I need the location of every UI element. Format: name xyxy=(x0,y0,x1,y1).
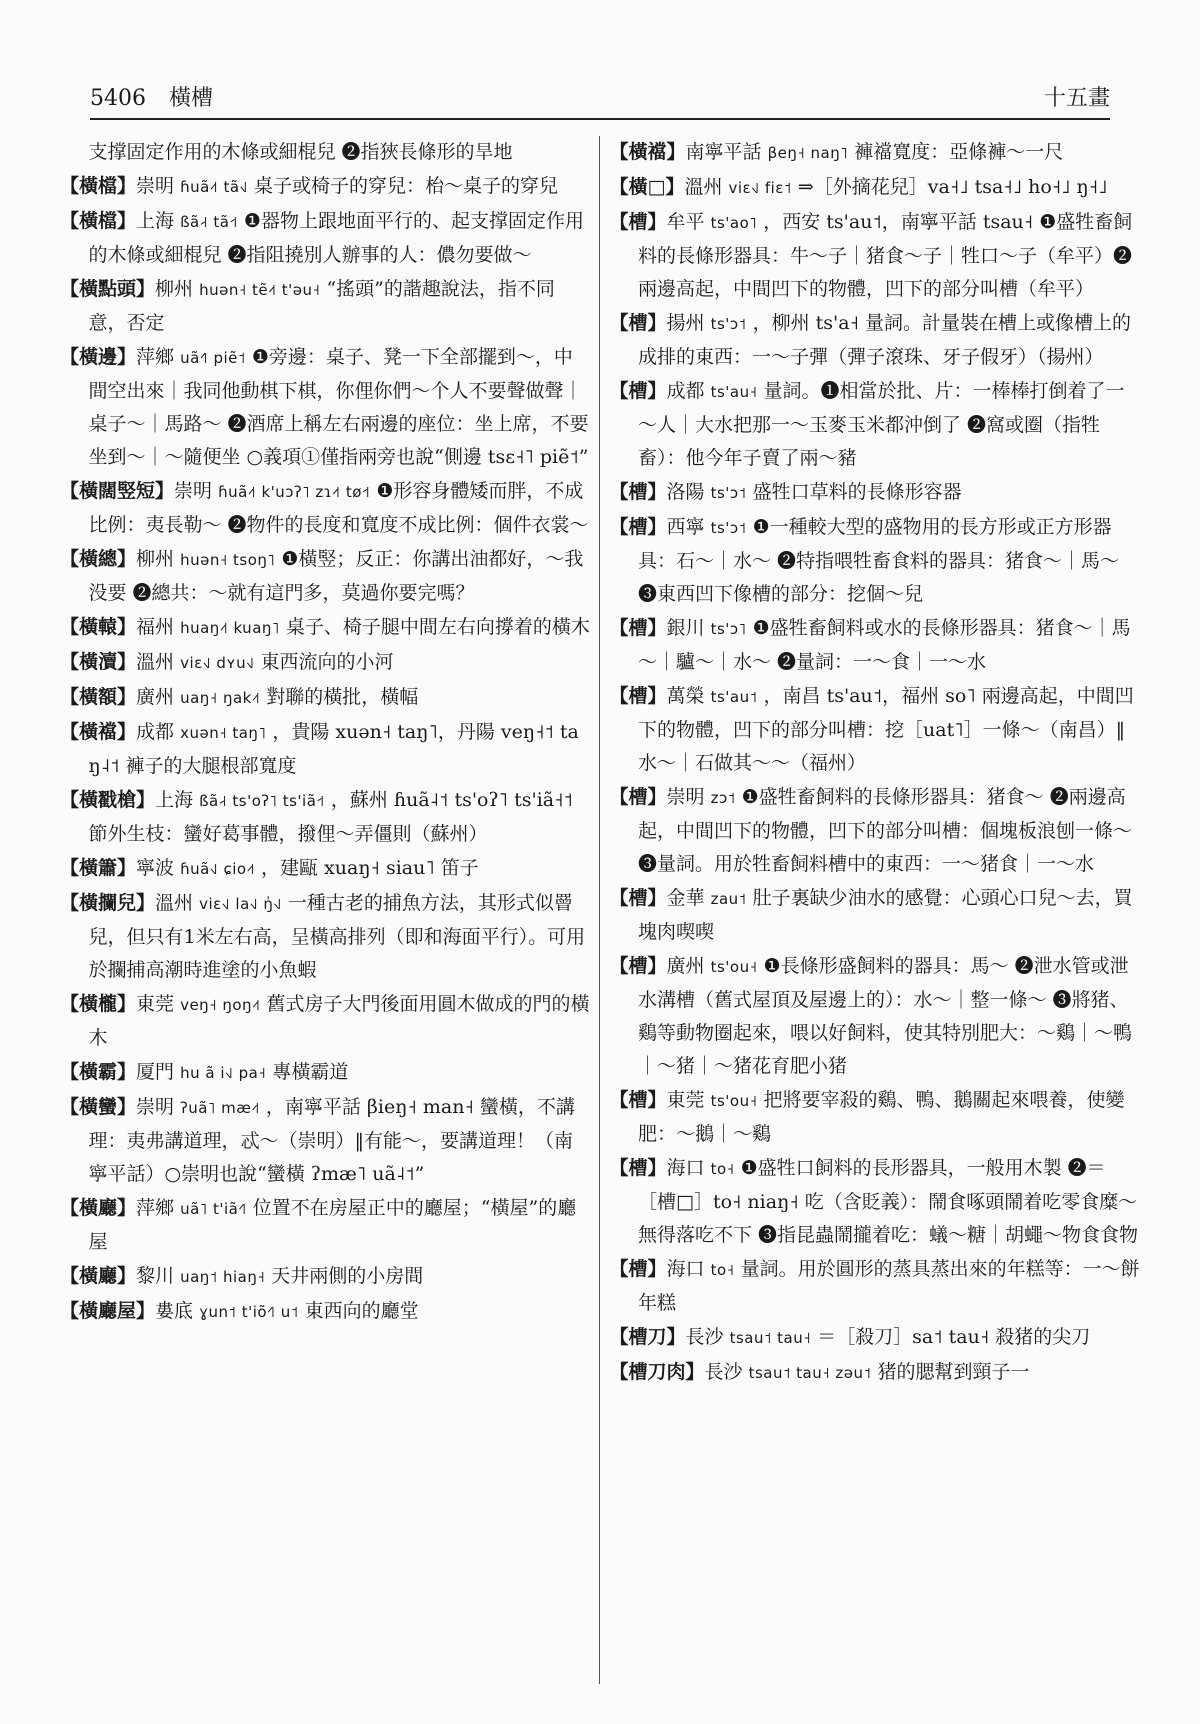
entry-headword: 【橫襠】 xyxy=(60,721,137,743)
dictionary-entry xyxy=(610,171,1141,205)
entry-definition: ❶旁邊：桌子、凳一下全部擺到～，中間空出來｜我同他動棋下棋，你俚你們～个人不要聲做聲｜桌子～｜馬路～ ❷酒席上稱左右兩邊的座位：坐上席，不要坐到～｜～隨便坐 ○義項①僅指兩旁也說“側邊 tsɛ˧˥ piẽ˦” xyxy=(88,346,589,468)
entry-dialect-place: 崇明 xyxy=(174,480,213,502)
entry-definition: 專橫霸道 xyxy=(272,1061,349,1083)
entry-phonetic: ßã˨˧ ts'oʔ˥ ts'iã˧˦ xyxy=(199,792,325,810)
entry-phonetic: zɔ˦ xyxy=(710,789,736,807)
entry-phonetic: viɛ˧˩ fiɛ˦ xyxy=(728,179,792,197)
dictionary-entry xyxy=(610,1321,1141,1355)
entry-phonetic: huən˧ tẽ˨˦ t'əu˧ xyxy=(199,281,321,299)
dictionary-entry xyxy=(60,475,591,542)
entry-headword: 【槽】 xyxy=(609,887,667,909)
entry-headword: 【槽】 xyxy=(609,1258,667,1280)
entry-dialect-place: 成都 xyxy=(666,380,705,402)
entry-definition: ⇒［外摘花兒］va˧˩ tsa˧˩ ho˧˩ ŋ˧˩ xyxy=(797,176,1108,198)
entry-dialect-place: 廣州 xyxy=(136,686,175,708)
entry-dialect-place: 南寧平話 xyxy=(685,141,762,163)
entry-headword: 【槽刀肉】 xyxy=(609,1361,705,1383)
entry-phonetic: ts'au˧ xyxy=(710,383,758,401)
dictionary-entry xyxy=(60,681,591,715)
dictionary-entry xyxy=(610,307,1141,374)
entry-phonetic: to˧ xyxy=(710,1160,735,1178)
entry-dialect-place: 柳州 xyxy=(136,548,175,570)
headword-range: 橫槽 xyxy=(169,86,214,111)
entry-headword: 【橫□】 xyxy=(609,176,685,198)
entry-dialect-place: 揚州 xyxy=(666,312,705,334)
entry-phonetic: ɦuã˨˦ tã˧˩ xyxy=(180,178,248,196)
right-column xyxy=(599,136,1141,1684)
entry-headword: 【橫廳】 xyxy=(60,1197,137,1219)
entry-headword: 【橫蠻】 xyxy=(60,1096,137,1118)
entry-definition: 對聯的橫批，橫幅 xyxy=(266,686,419,708)
entry-definition: 盛牲口草料的長條形容器 xyxy=(752,481,962,503)
entry-dialect-place: 上海 xyxy=(155,789,194,811)
dictionary-entry xyxy=(610,950,1141,1083)
entry-headword: 【橫瀆】 xyxy=(60,651,137,673)
entry-phonetic: hu ã i˧˩ pa˧ xyxy=(180,1064,267,1082)
entry-dialect-place: 牟平 xyxy=(666,211,705,233)
dictionary-entry xyxy=(60,611,591,645)
dictionary-entry xyxy=(60,646,591,680)
entry-headword: 【槽】 xyxy=(609,1089,667,1111)
entry-dialect-place: 長沙 xyxy=(704,1361,743,1383)
dictionary-entry xyxy=(60,1091,591,1191)
entry-dialect-place: 長沙 xyxy=(685,1326,724,1348)
entry-phonetic: ts'ɔ˦ xyxy=(710,519,747,537)
dictionary-entry xyxy=(610,375,1141,475)
entry-headword: 【槽】 xyxy=(609,1157,667,1179)
entry-phonetic: ɦuã˨˦ k'uɔʔ˥ zɿ˨˦ tø˧˦ xyxy=(218,483,371,501)
entry-phonetic: ts'ɔ˦ xyxy=(710,484,747,502)
dictionary-entry xyxy=(610,680,1141,780)
entry-definition: 東西流向的小河 xyxy=(260,651,394,673)
entry-definition: “搖頭”的諧趣說法，指不同意，否定 xyxy=(88,278,555,334)
entry-definition: 肚子裏缺少油水的感覺：心頭心口兒～去，買塊肉喫喫 xyxy=(638,887,1133,943)
entry-definition: 桌子或椅子的穿兒：枱～桌子的穿兒 xyxy=(253,175,558,197)
entry-definition: ，南寧平話 βieŋ˧ man˧ 蠻橫，不講理：夷弗講道理，忒～（崇明）‖有能～，要講道理！（南寧平話）○崇明也說“蠻橫 ʔmæ˥ uã˨˦” xyxy=(88,1096,575,1185)
stroke-section: 十五畫 xyxy=(1043,86,1110,111)
entry-headword: 【橫櫳】 xyxy=(60,993,137,1015)
entry-dialect-place: 婁底 xyxy=(155,1300,194,1322)
entry-phonetic: βeŋ˧ naŋ˥ xyxy=(767,144,849,162)
entry-definition: ❶長條形盛飼料的器具：馬～ ❷泄水管或泄水溝槽（舊式屋頂及屋邊上的）：水～｜整一條～ ❸將猪、鷄等動物圈起來，喂以好飼料，使其特別肥大：～鷄｜～鴨｜～猪｜～猪花育肥小猪 xyxy=(638,955,1133,1077)
entry-headword: 【橫廳屋】 xyxy=(60,1300,156,1322)
entry-phonetic: xuən˧ taŋ˥ xyxy=(180,724,267,742)
dictionary-entry xyxy=(60,784,591,851)
entry-phonetic: uaŋ˦ hiaŋ˧ xyxy=(180,1268,266,1286)
entry-definition: 一種古老的捕魚方法，其形式似罾兒，但只有1米左右高，呈橫高排列（即和海面平行）。可用於攔捕高潮時進塗的小魚蝦 xyxy=(88,892,586,981)
entry-headword: 【橫闊竪短】 xyxy=(60,480,175,502)
entry-headword: 【橫霸】 xyxy=(60,1061,137,1083)
entry-headword: 【槽刀】 xyxy=(609,1326,686,1348)
entry-phonetic: ts'ɔ˥ xyxy=(710,620,747,638)
entry-definition: 量詞。用於圓形的蒸具蒸出來的年糕等：一～餅年糕 xyxy=(638,1258,1140,1314)
entry-phonetic: ts'ɔ˦ xyxy=(710,315,747,333)
entry-phonetic: veŋ˧ ŋoŋ˨˦ xyxy=(180,996,261,1014)
header-left xyxy=(90,81,229,112)
entry-phonetic: ɦuã˧˩ ɕio˨˦ xyxy=(180,860,255,878)
entry-dialect-place: 崇明 xyxy=(666,786,705,808)
entry-definition: ，貴陽 xuən˧ taŋ˥，丹陽 veŋ˧˦ taŋ˨˦ 褲子的大腿根部寬度 xyxy=(88,721,579,777)
entry-continuation: 支撑固定作用的木條或細棍兒 ❷指狹長條形的旱地 xyxy=(88,141,513,163)
dictionary-entry xyxy=(610,781,1141,881)
entry-headword: 【橫廳】 xyxy=(60,1265,137,1287)
entry-dialect-place: 萬榮 xyxy=(666,685,705,707)
entry-definition: 褲襠寬度：亞條褲～一尺 xyxy=(854,141,1064,163)
entry-dialect-place: 厦門 xyxy=(136,1061,175,1083)
entry-dialect-place: 崇明 xyxy=(136,1096,175,1118)
entry-phonetic: viɛ˧˩ dʏu˧˩ xyxy=(180,654,255,672)
dictionary-entry xyxy=(60,887,591,987)
entry-phonetic: ts'ou˧ xyxy=(710,1092,758,1110)
dictionary-entry xyxy=(610,1356,1141,1390)
entry-headword: 【槽】 xyxy=(609,312,667,334)
entry-headword: 【橫點頭】 xyxy=(60,278,156,300)
entry-headword: 【槽】 xyxy=(609,955,667,977)
entry-dialect-place: 萍鄉 xyxy=(136,346,175,368)
entry-phonetic: uaŋ˧ ŋak˨˦ xyxy=(180,689,261,707)
entry-headword: 【槽】 xyxy=(609,786,667,808)
dictionary-entry xyxy=(610,612,1141,679)
entry-definition: ❶一種較大型的盛物用的長方形或正方形器具：石～｜水～ ❷特指喂牲畜食料的器具：猪食～｜馬～ ❸東西凹下像槽的部分：挖個～兒 xyxy=(638,516,1120,605)
entry-headword: 【橫襠】 xyxy=(609,141,686,163)
entry-headword: 【橫轅】 xyxy=(60,616,137,638)
entry-phonetic: uã˧˥ piẽ˦ xyxy=(180,349,246,367)
entry-headword: 【槽】 xyxy=(609,516,667,538)
dictionary-entry xyxy=(60,341,591,474)
entry-dialect-place: 海口 xyxy=(666,1258,705,1280)
dictionary-entry xyxy=(610,882,1141,949)
entry-headword: 【槽】 xyxy=(609,685,667,707)
entry-definition: ，南昌 ts'au˦，福州 so˥ 兩邊高起，中間凹下的物體，凹下的部分叫槽：挖［uat˥］一條～（南昌）‖水～｜石做其～～（福州） xyxy=(638,685,1134,774)
entry-phonetic: to˧ xyxy=(710,1261,735,1279)
entry-phonetic: ts'au˦ xyxy=(710,688,758,706)
entry-dialect-place: 洛陽 xyxy=(666,481,705,503)
page-number: 5406 xyxy=(90,86,146,111)
dictionary-entry xyxy=(60,1192,591,1259)
entry-phonetic: viɛ˧˩ la˧˩ ŋ̍˧˩ xyxy=(199,895,282,913)
entry-phonetic: ʔuã˥ mæ˨˦ xyxy=(180,1099,260,1117)
dictionary-entry xyxy=(60,273,591,340)
entry-definition: 把將要宰殺的鷄、鴨、鵝關起來喂養，使變肥：～鵝｜～鷄 xyxy=(638,1089,1125,1145)
dictionary-entry xyxy=(60,988,591,1055)
entry-headword: 【橫檔】 xyxy=(60,175,137,197)
entry-dialect-place: 上海 xyxy=(136,210,175,232)
entry-definition: ❶盛牲口飼料的長形器具，一般用木製 ❷＝［槽□］to˧ niaŋ˧ 吃（含貶義）：鬧食啄頭鬧着吃零食糜～無得落吃不下 ❸指昆蟲鬧攏着吃：蟻～糖｜胡蠅～物食食物 xyxy=(638,1157,1139,1246)
dictionary-entry xyxy=(60,1260,591,1294)
entry-dialect-place: 廣州 xyxy=(666,955,705,977)
entry-definition: 舊式房子大門後面用圓木做成的門的橫木 xyxy=(88,993,590,1049)
entry-columns xyxy=(60,136,1140,1684)
entry-phonetic: ts'ou˧ xyxy=(710,958,758,976)
entry-definition: 桌子、椅子腿中間左右向撐着的橫木 xyxy=(285,616,590,638)
entry-dialect-place: 溫州 xyxy=(155,892,194,914)
entry-dialect-place: 福州 xyxy=(136,616,175,638)
entry-headword: 【槽】 xyxy=(609,211,667,233)
entry-headword: 【橫總】 xyxy=(60,548,137,570)
entry-definition: 位置不在房屋正中的廳屋；“橫屋”的廳屋 xyxy=(88,1197,577,1253)
entry-dialect-place: 溫州 xyxy=(136,651,175,673)
entry-definition: 量詞。❶相當於批、片：一棒棒打倒着了一～人｜大水把那一～玉麥玉米都沖倒了 ❷窩或圈（指牲畜）：他今年子賣了兩～豬 xyxy=(638,380,1125,469)
dictionary-entry xyxy=(610,1253,1141,1320)
dictionary-entry xyxy=(60,170,591,204)
dictionary-entry xyxy=(60,205,591,272)
entry-phonetic: uã˥ t'iã˧˥ xyxy=(180,1200,247,1218)
entry-dialect-place: 西寧 xyxy=(666,516,705,538)
entry-dialect-place: 黎川 xyxy=(136,1265,175,1287)
entry-headword: 【橫檔】 xyxy=(60,210,137,232)
dictionary-entry xyxy=(60,1295,591,1329)
entry-phonetic: ßã˨˧ tã˧˦ xyxy=(180,213,238,231)
entry-headword: 【橫簫】 xyxy=(60,857,137,879)
entry-definition: 天井兩側的小房間 xyxy=(271,1265,424,1287)
dictionary-entry xyxy=(610,136,1141,170)
entry-headword: 【槽】 xyxy=(609,481,667,503)
entry-phonetic: ts'ao˥ xyxy=(710,214,758,232)
dictionary-entry xyxy=(610,476,1141,510)
entry-headword: 【槽】 xyxy=(609,380,667,402)
entry-dialect-place: 海口 xyxy=(666,1157,705,1179)
entry-definition: ❶器物上跟地面平行的、起支撑固定作用的木條或細棍兒 ❷指阻撓別人辦事的人：儂勿要做～ xyxy=(88,210,584,266)
entry-phonetic: tsau˦ tau˧ zəu˦ xyxy=(748,1364,872,1382)
entry-dialect-place: 東莞 xyxy=(136,993,175,1015)
dictionary-entry xyxy=(610,511,1141,611)
entry-phonetic: huən˧ tsoŋ˥ xyxy=(180,551,276,569)
entry-phonetic: zau˦ xyxy=(710,890,747,908)
entry-dialect-place: 成都 xyxy=(136,721,175,743)
entry-phonetic: ɣun˦ t'iõ˧˥ u˦ xyxy=(199,1303,299,1321)
entry-definition: ，蘇州 ɦuã˨˦ ts'oʔ˥ ts'iã˧˦ 節外生枝：蠻好葛事體，撥俚～弄僵則（蘇州） xyxy=(88,789,573,845)
page-header xyxy=(90,78,1110,120)
entry-definition: ❶橫竪；反正：你講出油都好，～我没要 ❷總共：～就有這門多，莫過你要完嗎？ xyxy=(88,548,584,604)
entry-definition: 猪的腮幫到頸子一 xyxy=(877,1361,1030,1383)
entry-headword: 【橫邊】 xyxy=(60,346,137,368)
entry-dialect-place: 東莞 xyxy=(666,1089,705,1111)
dictionary-entry xyxy=(610,1084,1141,1151)
entry-dialect-place: 崇明 xyxy=(136,175,175,197)
entry-dialect-place: 溫州 xyxy=(684,176,723,198)
entry-definition: ❶盛牲畜飼料或水的長條形器具：猪食～｜馬～｜驢～｜水～ ❷量詞：一～食｜一～水 xyxy=(638,617,1131,673)
entry-definition: ，建甌 xuaŋ˧ siau˥ 笛子 xyxy=(261,857,479,879)
entry-dialect-place: 萍鄉 xyxy=(136,1197,175,1219)
entry-dialect-place: 金華 xyxy=(666,887,705,909)
entry-definition: 東西向的廳堂 xyxy=(304,1300,419,1322)
left-column xyxy=(60,136,599,1684)
entry-definition: ＝［殺刀］sa˦ tau˧ 殺猪的尖刀 xyxy=(817,1326,1091,1348)
dictionary-entry xyxy=(60,543,591,610)
dictionary-entry xyxy=(610,206,1141,306)
entry-dialect-place: 柳州 xyxy=(155,278,194,300)
entry-phonetic: huaŋ˨˦ kuaŋ˥ xyxy=(180,619,280,637)
dictionary-entry xyxy=(60,1056,591,1090)
entry-definition: ，西安 ts'au˦，南寧平話 tsau˧ ❶盛牲畜飼料的長條形器具：牛～子｜猪食～子｜牲口～子（牟平）❷兩邊高起，中間凹下的物體，凹下的部分叫槽（牟平） xyxy=(638,211,1133,300)
dictionary-entry xyxy=(60,716,591,783)
entry-headword: 【橫戳槍】 xyxy=(60,789,156,811)
entry-definition: ❶盛牲畜飼料的長條形器具：猪食～ ❷兩邊高起，中間凹下的物體，凹下的部分叫槽：個塊板浪刨一條～ ❸量詞。用於牲畜飼料槽中的東西：一～猪食｜一～水 xyxy=(638,786,1133,875)
entry-phonetic: tsau˦ tau˧ xyxy=(729,1329,812,1347)
entry-definition: ❶形容身體矮而胖，不成比例：夷長勒～ ❷物件的長度和寬度不成比例：個件衣裳～ xyxy=(88,480,589,536)
entry-dialect-place: 銀川 xyxy=(666,617,705,639)
entry-headword: 【槽】 xyxy=(609,617,667,639)
dictionary-entry xyxy=(610,1152,1141,1252)
entry-dialect-place: 寧波 xyxy=(136,857,175,879)
dictionary-entry xyxy=(60,852,591,886)
entry-definition: ，柳州 ts'a˧ 量詞。計量裝在槽上或像槽上的成排的東西：一～子彈（彈子滾珠、牙子假牙）（揚州） xyxy=(638,312,1131,368)
entry-headword: 【橫額】 xyxy=(60,686,137,708)
entry-headword: 【橫攔兒】 xyxy=(60,892,156,914)
